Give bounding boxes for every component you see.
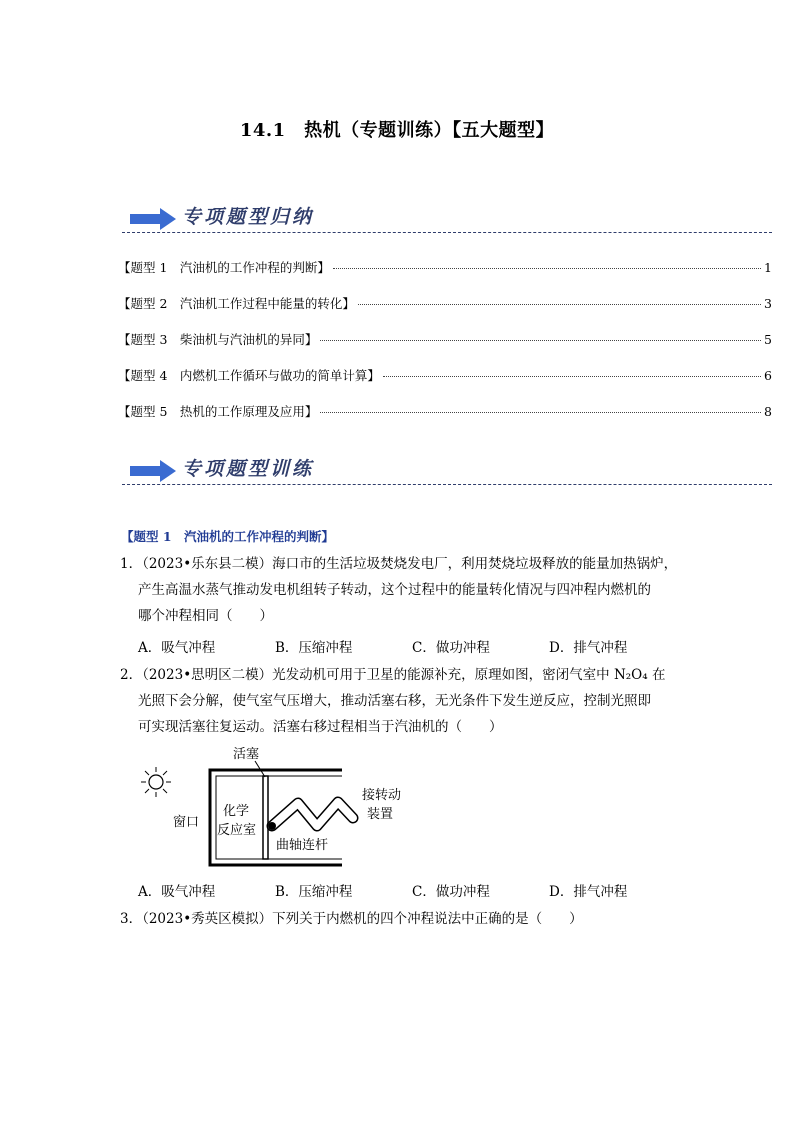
toc-item-label: 【题型 5 热机的工作原理及应用】 <box>118 404 318 419</box>
toc-leader <box>320 340 761 341</box>
question-line: 2．（2023•思明区二模）光发动机可用于卫星的能源补充，原理如图，密闭气室中 N₂O₄ 在 <box>120 667 666 683</box>
toc-item[interactable] <box>118 366 772 402</box>
question-line: 光照下会分解，使气室气压增大，推动活塞右移，无光条件下发生逆反应，控制光照即 <box>138 693 651 709</box>
window-label: 窗口 <box>173 815 200 830</box>
toc-item-label: 【题型 1 汽油机的工作冲程的判断】 <box>118 260 330 275</box>
toc-item-page: 6 <box>764 368 772 383</box>
option-a[interactable]: A．吸气冲程 <box>138 640 216 656</box>
question-line: 3．（2023•秀英区模拟）下列关于内燃机的四个冲程说法中正确的是（ ） <box>120 911 583 927</box>
crank-linkage <box>268 802 353 830</box>
toc-item-page: 1 <box>764 260 772 275</box>
toc-leader <box>333 268 761 269</box>
toc-item-page: 5 <box>764 332 772 347</box>
table-of-contents <box>118 258 772 438</box>
toc-item-page: 3 <box>764 296 772 311</box>
divider <box>122 232 772 233</box>
chamber-label-1: 化学 <box>223 804 250 819</box>
toc-item-label: 【题型 4 内燃机工作循环与做功的简单计算】 <box>118 368 380 383</box>
toc-leader <box>383 376 761 377</box>
question-2-options <box>138 880 698 900</box>
training-banner <box>122 452 772 492</box>
question-line: 产生高温水蒸气推动发电机组转子转动，这个过程中的能量转化情况与四冲程内燃机的 <box>138 582 651 598</box>
divider <box>122 484 772 485</box>
piston-label: 活塞 <box>233 747 260 762</box>
toc-item[interactable] <box>118 258 772 294</box>
sun-icon <box>141 767 171 797</box>
section-heading: 【题型 1 汽油机的工作冲程的判断】 <box>121 529 335 544</box>
toc-item[interactable] <box>118 402 772 438</box>
engine-diagram <box>136 740 426 875</box>
option-a[interactable]: A．吸气冲程 <box>138 884 216 900</box>
piston <box>263 776 268 859</box>
question-line: 哪个冲程相同（ ） <box>138 608 273 624</box>
toc-leader <box>358 304 761 305</box>
toc-leader <box>320 412 761 413</box>
training-banner-text: 专项题型训练 <box>182 458 315 480</box>
toc-item[interactable] <box>118 294 772 330</box>
drive-label-2: 装置 <box>367 807 394 822</box>
question-3 <box>120 906 680 932</box>
option-d[interactable]: D．排气冲程 <box>549 884 628 900</box>
chamber-label-2: 反应室 <box>217 823 257 838</box>
toc-item[interactable] <box>118 330 772 366</box>
option-b[interactable]: B．压缩冲程 <box>275 884 353 900</box>
toc-item-label: 【题型 2 汽油机工作过程中能量的转化】 <box>118 296 355 311</box>
arrow-right-icon <box>130 208 176 230</box>
drive-label-1: 接转动 <box>362 788 402 803</box>
page-title: 14.1 热机（专题训练）【五大题型】 <box>239 120 555 141</box>
question-2 <box>120 662 680 740</box>
toc-item-label: 【题型 3 柴油机与汽油机的异同】 <box>118 332 318 347</box>
summary-banner <box>122 200 772 240</box>
crank-label: 曲轴连杆 <box>276 838 329 853</box>
option-b[interactable]: B．压缩冲程 <box>275 640 353 656</box>
toc-item-page: 8 <box>764 404 772 419</box>
option-c[interactable]: C．做功冲程 <box>412 884 490 900</box>
option-c[interactable]: C．做功冲程 <box>412 640 490 656</box>
summary-banner-text: 专项题型归纳 <box>182 206 315 228</box>
question-1 <box>120 551 680 629</box>
arrow-right-icon <box>130 460 176 482</box>
question-line: 1．（2023•乐东县二模）海口市的生活垃圾焚烧发电厂，利用焚烧垃圾释放的能量加热锅炉， <box>120 556 678 572</box>
question-line: 可实现活塞往复运动。活塞右移过程相当于汽油机的（ ） <box>138 719 503 735</box>
question-1-options <box>138 636 698 656</box>
option-d[interactable]: D．排气冲程 <box>549 640 628 656</box>
